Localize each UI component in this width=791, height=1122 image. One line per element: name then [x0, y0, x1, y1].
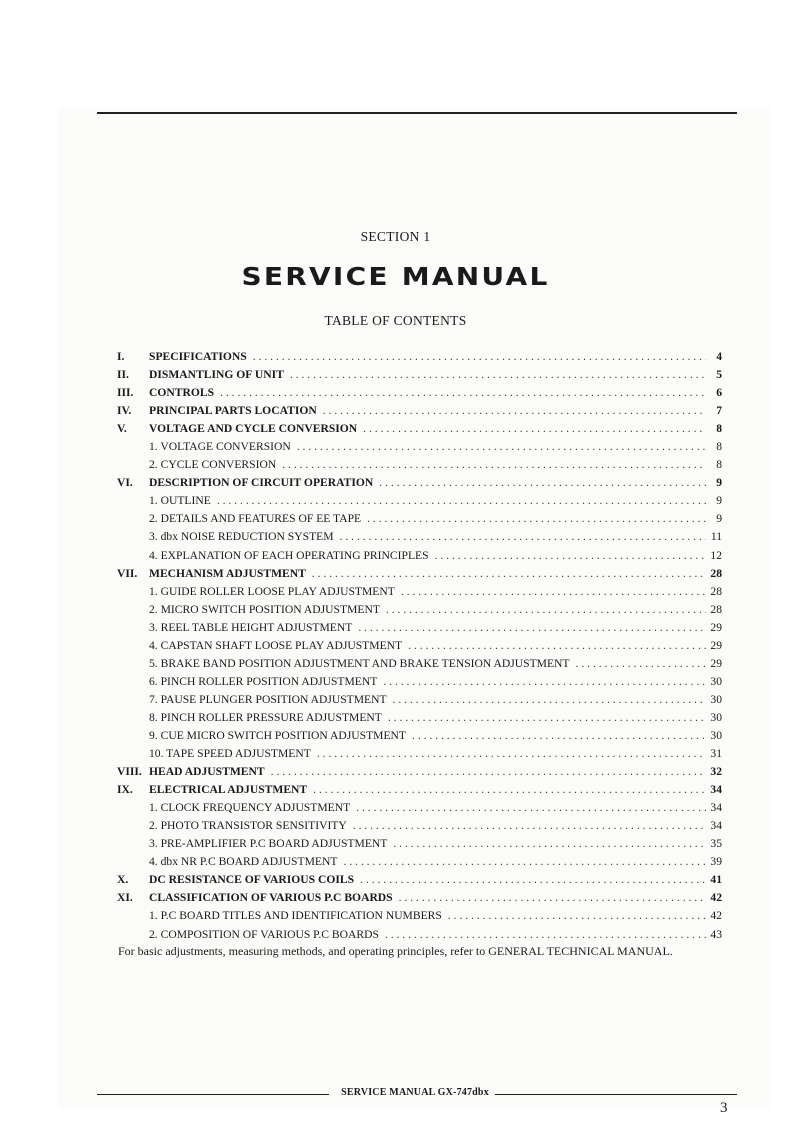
toc-entry-title: DC RESISTANCE OF VARIOUS COILS: [149, 873, 355, 887]
toc-entry-page: 28: [710, 584, 722, 598]
toc-entry-title: MECHANISM ADJUSTMENT: [149, 566, 306, 580]
toc-entry: [117, 368, 722, 386]
toc-entry-title: 4. dbx NR P.C BOARD ADJUSTMENT: [149, 855, 338, 869]
toc-entry-page: 4: [716, 350, 722, 363]
toc-entry-page: 9: [716, 494, 722, 508]
toc-entry: [117, 873, 722, 891]
section-label: SECTION 1: [360, 229, 431, 244]
toc-entry-page: 30: [710, 692, 722, 706]
toc-entry-title: 2. MICRO SWITCH POSITION ADJUSTMENT: [149, 602, 380, 616]
toc-leader-dots: [399, 891, 706, 904]
toc-entry-page: 8: [716, 458, 722, 472]
page-number: 3: [720, 1100, 728, 1116]
toc-entry-title: CONTROLS: [149, 386, 215, 400]
toc-entry-page: 5: [716, 368, 722, 382]
toc-leader-dots: [435, 549, 706, 562]
toc-entry-title: 4. EXPLANATION OF EACH OPERATING PRINCIPLES: [149, 548, 429, 562]
toc-entry-page: 29: [710, 638, 722, 652]
page-title: SERVICE MANUAL: [241, 262, 550, 291]
toc-entry-page: 28: [710, 566, 722, 580]
toc-entry: [117, 350, 722, 368]
toc-leader-dots: [290, 368, 706, 381]
top-rule: [97, 112, 737, 114]
toc-entry-title: 1. OUTLINE: [149, 494, 211, 508]
toc-leader-dots: [312, 567, 706, 580]
toc-entry-title: 2. COMPOSITION OF VARIOUS P.C BOARDS: [149, 927, 379, 941]
toc-leader-dots: [217, 494, 706, 507]
toc-entry-page: 30: [710, 728, 722, 742]
toc-entry-page: 31: [710, 747, 722, 761]
toc-leader-dots: [343, 855, 706, 868]
toc-leader-dots: [363, 422, 706, 435]
toc-entry-title: HEAD ADJUSTMENT: [149, 765, 265, 779]
toc-entry-page: 42: [710, 909, 722, 923]
toc-entry-title: DESCRIPTION OF CIRCUIT OPERATION: [149, 476, 374, 490]
toc-entry-title: VOLTAGE AND CYCLE CONVERSION: [149, 422, 358, 436]
toc-entry-page: 30: [710, 674, 722, 688]
toc-entry-page: 9: [716, 476, 722, 490]
toc-entry-page: 41: [710, 873, 722, 887]
toc-entry: [117, 404, 722, 422]
toc-entry-number: X.: [117, 873, 129, 887]
toc-leader-dots: [393, 693, 706, 706]
toc-entry-title: 7. PAUSE PLUNGER POSITION ADJUSTMENT: [149, 692, 387, 706]
toc-leader-dots: [401, 585, 706, 598]
toc-entry-number: VII.: [117, 566, 138, 580]
toc-entry: [117, 801, 722, 819]
toc-entry-number: VI.: [117, 476, 133, 490]
toc-entry-number: I.: [117, 350, 125, 363]
toc-leader-dots: [271, 765, 706, 778]
toc-entry: [117, 693, 722, 711]
toc-leader-dots: [313, 783, 706, 796]
toc-entry: [117, 621, 722, 639]
toc-entry-title: 1. P.C BOARD TITLES AND IDENTIFICATION NUMBERS: [149, 909, 442, 923]
footer-rule-left: [97, 1094, 329, 1095]
toc-entry-title: 3. dbx NOISE REDUCTION SYSTEM: [149, 530, 334, 544]
toc-leader-dots: [340, 530, 706, 543]
footer-rule-right: [495, 1094, 737, 1095]
toc-entry-page: 11: [710, 530, 722, 544]
toc-entry-title: DISMANTLING OF UNIT: [149, 368, 284, 382]
toc-entry: [117, 819, 722, 837]
toc-entry: [117, 422, 722, 440]
toc-entry: [117, 675, 722, 693]
toc-entry-title: 2. CYCLE CONVERSION: [149, 458, 277, 472]
table-of-contents: [117, 350, 722, 946]
toc-entry-page: 12: [710, 548, 722, 562]
toc-entry: [117, 585, 722, 603]
toc-entry: [117, 657, 722, 675]
toc-entry-page: 29: [710, 620, 722, 634]
toc-leader-dots: [379, 476, 706, 489]
toc-entry-title: 6. PINCH ROLLER POSITION ADJUSTMENT: [149, 674, 378, 688]
toc-leader-dots: [323, 404, 706, 417]
toc-entry: [117, 855, 722, 873]
toc-entry-title: 2. DETAILS AND FEATURES OF EE TAPE: [149, 512, 362, 526]
toc-leader-dots: [297, 440, 706, 453]
toc-entry-page: 28: [710, 602, 722, 616]
page-footer: [97, 1087, 737, 1101]
toc-leader-dots: [385, 928, 706, 941]
toc-leader-dots: [408, 639, 706, 652]
toc-leader-dots: [388, 711, 706, 724]
toc-entry-number: III.: [117, 386, 134, 400]
toc-leader-dots: [253, 350, 706, 363]
toc-leader-dots: [358, 621, 706, 634]
toc-entry-title: 2. PHOTO TRANSISTOR SENSITIVITY: [149, 819, 347, 833]
toc-entry-title: SPECIFICATIONS: [149, 350, 247, 363]
toc-entry-number: IV.: [117, 404, 132, 418]
toc-entry: [117, 458, 722, 476]
toc-entry: [117, 711, 722, 729]
toc-entry: [117, 512, 722, 530]
toc-entry-title: 5. BRAKE BAND POSITION ADJUSTMENT AND BRAKE TENSION ADJUSTMENT: [149, 656, 570, 670]
toc-leader-dots: [393, 837, 706, 850]
toc-leader-dots: [317, 747, 706, 760]
toc-entry: [117, 476, 722, 494]
toc-entry: [117, 530, 722, 548]
toc-leader-dots: [360, 873, 706, 886]
toc-entry-number: II.: [117, 368, 129, 382]
toc-entry-number: IX.: [117, 783, 133, 797]
toc-entry-title: 1. VOLTAGE CONVERSION: [149, 440, 291, 454]
toc-entry: [117, 891, 722, 909]
toc-entry: [117, 440, 722, 458]
toc-entry-page: 6: [716, 386, 722, 400]
toc-entry-title: 4. CAPSTAN SHAFT LOOSE PLAY ADJUSTMENT: [149, 638, 403, 652]
toc-entry-title: 9. CUE MICRO SWITCH POSITION ADJUSTMENT: [149, 728, 407, 742]
toc-entry-title: 1. CLOCK FREQUENCY ADJUSTMENT: [149, 801, 351, 815]
toc-entry-page: 39: [710, 855, 722, 869]
toc-entry-title: 8. PINCH ROLLER PRESSURE ADJUSTMENT: [149, 710, 382, 724]
toc-entry: [117, 603, 722, 621]
toc-entry-page: 8: [716, 440, 722, 454]
toc-entry-number: V.: [117, 422, 127, 436]
toc-entry: [117, 494, 722, 512]
toc-leader-dots: [353, 819, 706, 832]
toc-entry-page: 30: [710, 710, 722, 724]
toc-entry-page: 43: [710, 927, 722, 941]
toc-entry-number: VIII.: [117, 765, 142, 779]
toc-entry-page: 32: [710, 765, 722, 779]
toc-entry-title: 3. PRE-AMPLIFIER P.C BOARD ADJUSTMENT: [149, 837, 388, 851]
toc-entry-title: CLASSIFICATION OF VARIOUS P.C BOARDS: [149, 891, 393, 905]
toc-entry-page: 9: [716, 512, 722, 526]
toc-entry: [117, 549, 722, 567]
toc-leader-dots: [282, 458, 706, 471]
toc-leader-dots: [220, 386, 706, 399]
toc-leader-dots: [412, 729, 706, 742]
toc-entry-page: 8: [716, 422, 722, 436]
toc-leader-dots: [367, 512, 706, 525]
toc-entry-page: 34: [710, 801, 722, 815]
toc-entry: [117, 909, 722, 927]
toc-entry-page: 29: [710, 656, 722, 670]
toc-entry: [117, 386, 722, 404]
toc-entry: [117, 567, 722, 585]
toc-entry-number: XI.: [117, 891, 133, 905]
toc-entry: [117, 747, 722, 765]
toc-entry-page: 35: [710, 837, 722, 851]
toc-leader-dots: [356, 801, 706, 814]
footnote: For basic adjustments, measuring methods, and operating principles, refer to GENERAL TECHNICAL MANUAL.: [118, 944, 673, 958]
toc-entry: [117, 729, 722, 747]
toc-leader-dots: [386, 603, 706, 616]
toc-entry-title: ELECTRICAL ADJUSTMENT: [149, 783, 308, 797]
toc-entry-page: 34: [710, 819, 722, 833]
toc-entry-page: 7: [716, 404, 722, 418]
toc-entry: [117, 765, 722, 783]
toc-entry-page: 42: [710, 891, 722, 905]
toc-leader-dots: [576, 657, 706, 670]
toc-leader-dots: [383, 675, 706, 688]
toc-entry: [117, 928, 722, 946]
toc-entry-title: 3. REEL TABLE HEIGHT ADJUSTMENT: [149, 620, 353, 634]
toc-title: TABLE OF CONTENTS: [324, 313, 467, 328]
toc-entry-title: 1. GUIDE ROLLER LOOSE PLAY ADJUSTMENT: [149, 584, 395, 598]
toc-entry: [117, 783, 722, 801]
toc-entry: [117, 639, 722, 657]
toc-entry-page: 34: [710, 783, 722, 797]
toc-entry-title: 10. TAPE SPEED ADJUSTMENT: [149, 747, 311, 761]
toc-entry-title: PRINCIPAL PARTS LOCATION: [149, 404, 317, 418]
toc-leader-dots: [448, 909, 706, 922]
toc-entry: [117, 837, 722, 855]
footer-text: SERVICE MANUAL GX-747dbx: [341, 1087, 489, 1098]
